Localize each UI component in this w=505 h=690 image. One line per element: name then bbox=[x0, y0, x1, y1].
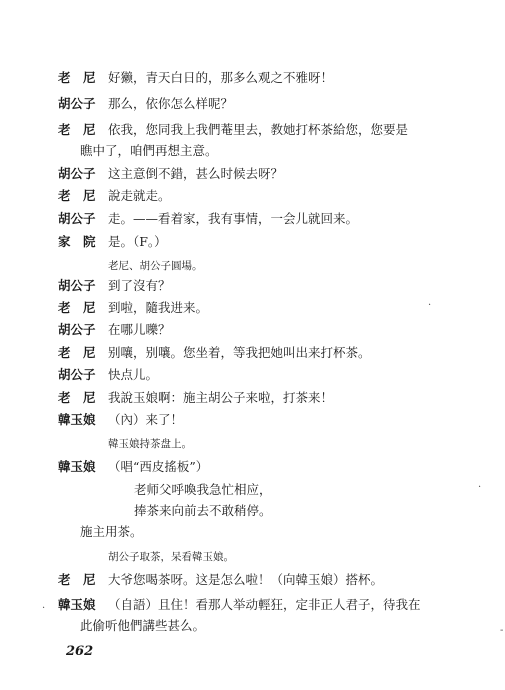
dialogue-text: 此偷听他們講些甚么。 bbox=[80, 618, 206, 633]
page-number: 262 bbox=[66, 644, 94, 659]
dialogue-text: 依我，您同我上我們菴里去，教她打杯茶給您，您要是 bbox=[108, 122, 409, 137]
dialogue-text: 到啦，隨我进来。 bbox=[108, 300, 209, 315]
dialogue-line bbox=[58, 211, 358, 227]
stage-direction: 韓玉娘持茶盘上。 bbox=[108, 438, 192, 450]
dialogue-line bbox=[58, 96, 233, 112]
dialogue-line bbox=[58, 278, 171, 294]
dialogue-text: 我說玉娘啊：施主胡公子来啦，打茶来！ bbox=[108, 390, 334, 405]
speaker-name: 胡公子 bbox=[58, 166, 96, 181]
scan-speck: - bbox=[500, 625, 504, 636]
speaker-name: 老 尼 bbox=[58, 572, 96, 587]
speaker-name: 胡公子 bbox=[58, 211, 96, 226]
dialogue-text: 是。（F。） bbox=[108, 234, 167, 249]
dialogue-line bbox=[58, 597, 421, 613]
dialogue-line bbox=[58, 390, 333, 406]
speaker-name: 家 院 bbox=[58, 234, 96, 249]
song-line bbox=[134, 503, 272, 519]
stage-direction: 老尼、胡公子圓場。 bbox=[108, 260, 203, 272]
speaker-name: 老 尼 bbox=[58, 70, 96, 85]
speaker-name: 胡公子 bbox=[58, 367, 96, 382]
dialogue-text: 这主意倒不錯，甚么时候去呀？ bbox=[108, 166, 284, 181]
speaker-name: 老 尼 bbox=[58, 345, 96, 360]
speaker-name: 老 尼 bbox=[58, 300, 96, 315]
dialogue-text: 到了沒有？ bbox=[108, 278, 171, 293]
dialogue-line bbox=[58, 234, 167, 250]
dialogue-line bbox=[58, 412, 183, 428]
dialogue-line bbox=[58, 166, 283, 182]
dialogue-line bbox=[80, 143, 218, 159]
song-line bbox=[134, 482, 272, 498]
dialogue-text: 大爷您喝茶呀。这是怎么啦！（向韓玉娘）搭杯。 bbox=[108, 572, 384, 587]
dialogue-line bbox=[80, 618, 205, 634]
scan-speck: · bbox=[428, 300, 432, 311]
dialogue-text: 施主用茶。 bbox=[80, 524, 143, 539]
scan-speck: · bbox=[478, 482, 482, 493]
dialogue-text: 在哪儿嚛？ bbox=[108, 322, 171, 337]
dialogue-line bbox=[58, 322, 171, 338]
dialogue-text: 快点儿。 bbox=[108, 367, 159, 382]
dialogue-text: 好獭，青天白日的，那多么观之不雅呀！ bbox=[108, 70, 334, 85]
speaker-name: 老 尼 bbox=[58, 122, 96, 137]
speaker-name: 胡公子 bbox=[58, 322, 96, 337]
dialogue-text: （唱“西皮搖板”） bbox=[108, 459, 209, 474]
speaker-name: 胡公子 bbox=[58, 96, 96, 111]
dialogue-text: 别嚷，别嚷。您坐着，等我把她叫出来打杯茶。 bbox=[108, 345, 371, 360]
song-text: 老师父呼喚我急忙相应， bbox=[134, 482, 272, 497]
dialogue-line bbox=[58, 188, 171, 204]
dialogue-line bbox=[58, 300, 208, 316]
song-text: 捧茶来向前去不敢稍停。 bbox=[134, 503, 272, 518]
dialogue-line bbox=[58, 122, 408, 138]
dialogue-line bbox=[58, 70, 333, 86]
dialogue-text: 說走就走。 bbox=[108, 188, 171, 203]
dialogue-text: 走。——看着家，我有事情，一会儿就回来。 bbox=[108, 211, 359, 226]
speaker-name: 胡公子 bbox=[58, 278, 96, 293]
dialogue-text: 那么，依你怎么样呢？ bbox=[108, 96, 234, 111]
dialogue-line bbox=[58, 367, 158, 383]
dialogue-line bbox=[80, 524, 143, 540]
dialogue-line bbox=[58, 459, 208, 475]
dialogue-text: 瞧中了，咱們再想主意。 bbox=[80, 143, 218, 158]
scan-speck: · bbox=[42, 603, 46, 614]
speaker-name: 韓玉娘 bbox=[58, 597, 96, 612]
dialogue-line bbox=[58, 572, 383, 588]
dialogue-text: （內）来了！ bbox=[108, 412, 184, 427]
speaker-name: 韓玉娘 bbox=[58, 412, 96, 427]
dialogue-line bbox=[58, 345, 371, 361]
dialogue-text: （自語）且住！看那人举动輕狂，定非正人君子，待我在 bbox=[108, 597, 421, 612]
speaker-name: 韓玉娘 bbox=[58, 459, 96, 474]
stage-direction: 胡公子取茶，呆看韓玉娘。 bbox=[108, 551, 234, 563]
speaker-name: 老 尼 bbox=[58, 188, 96, 203]
speaker-name: 老 尼 bbox=[58, 390, 96, 405]
